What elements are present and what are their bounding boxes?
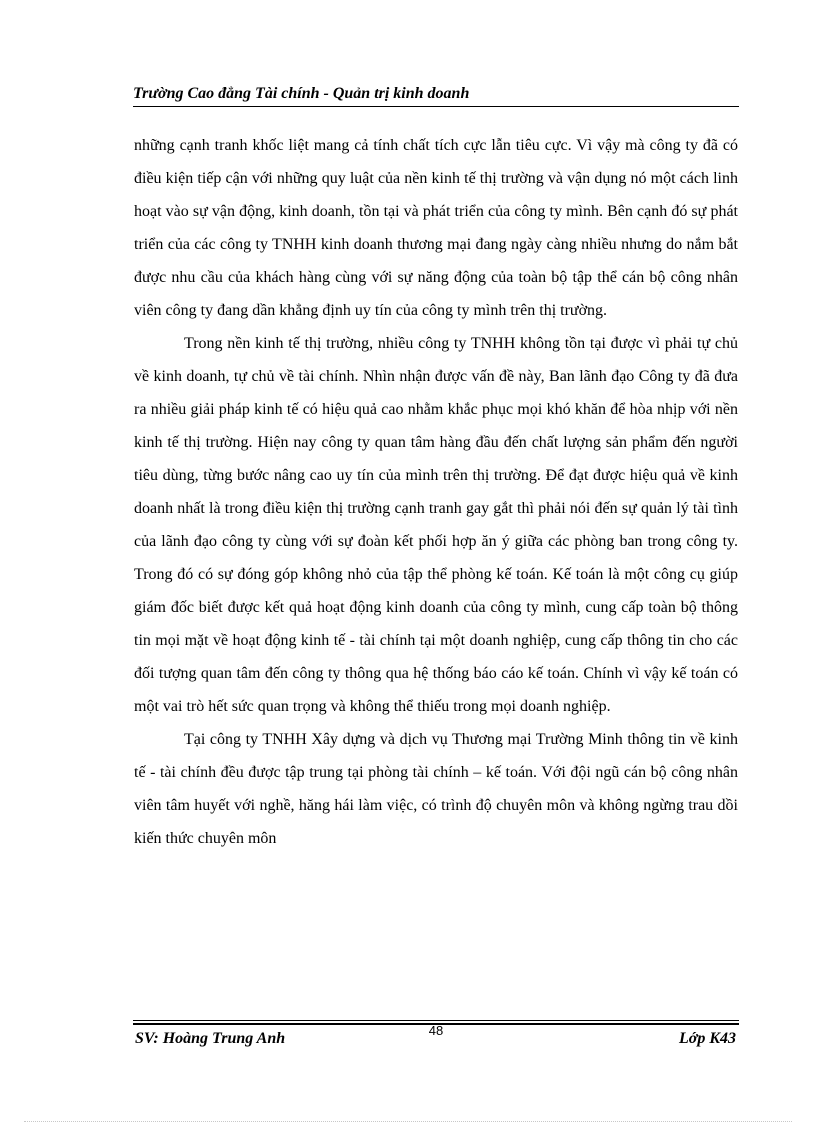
paragraph-market-economy: Trong nền kinh tế thị trường, nhiều công ty TNHH không tồn tại được vì phải tự chủ về kinh doanh, tự chủ về tài chính. Nhìn nhận được vấn đề này, Ban lãnh đạo Công ty đã đưa ra nhiều giải pháp kinh tế có hiệu quả cao nhằm khắc phục mọi khó khăn để hòa nhịp với nền kinh tế thị trường. Hiện nay công ty quan tâm hàng đầu đến chất lượng sản phẩm đến người tiêu dùng, từng bước nâng cao uy tín của mình trên thị trường. Để đạt được hiệu quả về kinh doanh nhất là trong điều kiện thị trường cạnh tranh gay gắt thì phải nói đến sự quản lý tài tình của lãnh đạo công ty cùng với sự đoàn kết phối hợp ăn ý giữa các phòng ban trong công ty. Trong đó có sự đóng góp không nhỏ của tập thể phòng kế toán. Kế toán là một công cụ giúp giám đốc biết được kết quả hoạt động kinh doanh của công ty mình, cung cấp toàn bộ thông tin mọi mặt về hoạt động kinh tế - tài chính tại một doanh nghiệp, cung cấp thông tin cho các đối tượng quan tâm đến công ty thông qua hệ thống báo cáo kế toán. Chính vì vậy kế toán có một vai trò hết sức quan trọng và không thể thiếu trong mọi doanh nghiệp. bbox=[134, 335, 738, 715]
footer-rule-thin bbox=[133, 1020, 739, 1021]
page-edge-divider bbox=[24, 1121, 792, 1122]
paragraph-continuation: những cạnh tranh khốc liệt mang cả tính chất tích cực lẫn tiêu cực. Vì vậy mà công ty đã có điều kiện tiếp cận với những quy luật của nền kinh tế thị trường và vận dụng nó một cách linh hoạt vào sự vận động, kinh doanh, tồn tại và phát triển của công ty mình. Bên cạnh đó sự phát triển của các công ty TNHH kinh doanh thương mại đang ngày càng nhiều nhưng do nắm bắt được nhu cầu của khách hàng cùng với sự năng động của toàn bộ tập thể cán bộ công nhân viên công ty đang dần khẳng định uy tín của công ty mình trên thị trường. bbox=[134, 137, 738, 319]
footer-student-name: SV: Hoàng Trung Anh bbox=[135, 1030, 286, 1047]
footer-class: Lớp K43 bbox=[678, 1030, 736, 1047]
page-number: 48 bbox=[428, 1023, 444, 1038]
page-header-title: Trường Cao đẳng Tài chính - Quản trị kinh doanh bbox=[133, 85, 470, 102]
header-rule bbox=[133, 106, 739, 107]
page-body bbox=[134, 129, 738, 855]
paragraph-truong-minh: Tại công ty TNHH Xây dựng và dịch vụ Thương mại Trường Minh thông tin về kinh tế - tài chính đều được tập trung tại phòng tài chính – kế toán. Với đội ngũ cán bộ công nhân viên tâm huyết với nghề, hăng hái làm việc, có trình độ chuyên môn và không ngừng trau dồi kiến thức chuyên môn bbox=[134, 731, 738, 847]
